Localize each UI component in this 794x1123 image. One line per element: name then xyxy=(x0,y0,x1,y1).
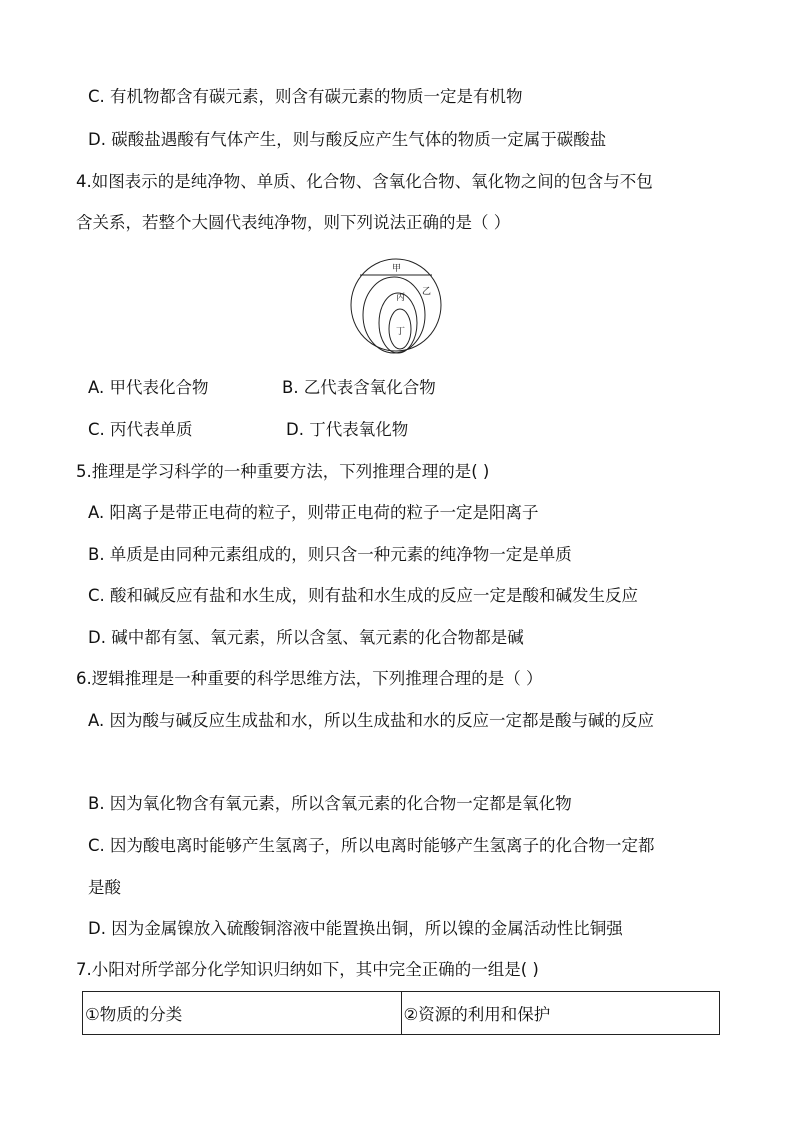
q5-option-c: C. 酸和碱反应有盐和水生成，则有盐和水生成的反应一定是酸和碱发生反应 xyxy=(88,586,639,605)
q5-option-d: D. 碱中都有氢、氧元素，所以含氢、氧元素的化合物都是碱 xyxy=(88,628,524,647)
q5-option-b: B. 单质是由同种元素组成的，则只含一种元素的纯净物一定是单质 xyxy=(88,545,572,564)
q3-option-c: C. 有机物都含有碳元素，则含有碳元素的物质一定是有机物 xyxy=(88,87,523,106)
table-row xyxy=(83,992,720,1035)
q6-option-b: B. 因为氧化物含有氧元素，所以含氧元素的化合物一定都是氧化物 xyxy=(88,794,572,813)
label-jia: 甲 xyxy=(392,264,402,274)
q5-option-a: A. 阳离子是带正电荷的粒子，则带正电荷的粒子一定是阳离子 xyxy=(88,503,539,522)
q6-option-c-line2: 是酸 xyxy=(88,878,121,897)
q5-stem: 5.推理是学习科学的一种重要方法，下列推理合理的是( ) xyxy=(76,462,490,481)
label-ding: 丁 xyxy=(396,327,406,337)
q7-stem: 7.小阳对所学部分化学知识归纳如下，其中完全正确的一组是( ) xyxy=(76,960,539,979)
q4-option-a: A. 甲代表化合物 xyxy=(88,378,209,397)
q4-option-d: D. 丁代表氧化物 xyxy=(286,420,409,439)
q4-option-b: B. 乙代表含氧化合物 xyxy=(282,378,436,397)
q4-stem-line1: 4.如图表示的是纯净物、单质、化合物、含氧化合物、氧化物之间的包含与不包 xyxy=(76,172,653,191)
q6-option-c-line1: C. 因为酸电离时能够产生氢离子，所以电离时能够产生氢离子的化合物一定都 xyxy=(88,836,655,855)
q4-option-c: C. 丙代表单质 xyxy=(88,420,193,439)
label-yi: 乙 xyxy=(422,287,432,297)
q6-stem: 6.逻辑推理是一种重要的科学思维方法，下列推理合理的是（ ） xyxy=(76,669,543,688)
q3-option-d: D. 碳酸盐遇酸有气体产生，则与酸反应产生气体的物质一定属于碳酸盐 xyxy=(88,130,607,149)
yi-circle xyxy=(363,277,425,353)
q6-option-a: A. 因为酸与碱反应生成盐和水，所以生成盐和水的反应一定都是酸与碱的反应 xyxy=(88,711,654,730)
table-cell-classification: ①物质的分类 xyxy=(83,992,402,1035)
label-bing: 丙 xyxy=(396,293,406,303)
q4-stem-line2: 含关系，若整个大圆代表纯净物，则下列说法正确的是（ ） xyxy=(76,213,511,232)
q7-summary-table xyxy=(82,991,720,1035)
q6-option-d: D. 因为金属镍放入硫酸铜溶液中能置换出铜，所以镍的金属活动性比铜强 xyxy=(88,919,623,938)
venn-diagram xyxy=(349,256,445,356)
table-cell-resources: ②资源的利用和保护 xyxy=(401,992,720,1035)
